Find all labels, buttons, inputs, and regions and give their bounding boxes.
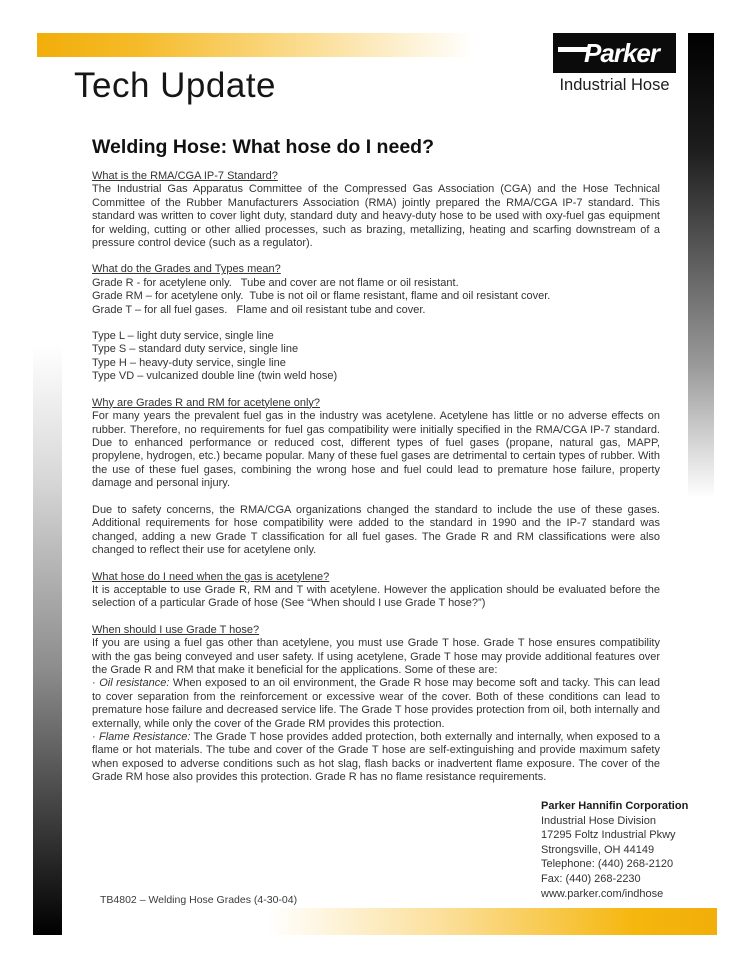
- parker-logo-text: Parker: [584, 37, 659, 68]
- article-body: [92, 170, 660, 798]
- section-hose-for-acetylene: [92, 571, 660, 611]
- page-title: Tech Update: [74, 66, 277, 105]
- section-heading: When should I use Grade T hose?: [92, 623, 260, 636]
- bullet-flame-resistance: [92, 731, 660, 785]
- footer-address-block: [541, 799, 726, 901]
- bullet-icon: ·: [92, 731, 100, 744]
- bullet-term: Oil resistance:: [99, 677, 170, 690]
- footer-line: Industrial Hose Division: [541, 814, 656, 827]
- section-grades-r-rm-acetylene: [92, 397, 660, 558]
- footer-line: Telephone: (440) 268-2120: [541, 858, 674, 871]
- paragraph: For many years the prevalent fuel gas in the industry was acetylene. Acetylene has little or no adverse effects on rubber. Therefore, no requirements for fuel gas compatibility were initially specified in the RMA/CGA IP-7 standard. Due to enhanced performance or reduced cost, different types of fuel gases (propane, natural gas, MAPP, propylene, hydrogen, etc.) became popular. Many of these fuel gases are detrimental to certain types of rubber. With the use of these fuel gases, combining the wrong hose and fuel could lead to premature hose failure, property damage and personal injury.: [92, 410, 660, 490]
- list-item: Grade T – for all fuel gases. Flame and oil resistant tube and cover.: [92, 303, 426, 316]
- list-item: Type H – heavy-duty service, single line: [92, 356, 286, 369]
- section-heading: What hose do I need when the gas is acetylene?: [92, 570, 330, 583]
- bullet-term: Flame Resistance:: [99, 731, 191, 744]
- paragraph: If you are using a fuel gas other than acetylene, you must use Grade T hose. Grade T hose ensures compatibility with the gas being conveyed and user safety. If using acetylene, Grade T hose may provide additional features over the Grade R and RM that make it beneficial for the applications. Some of these are:: [92, 637, 660, 676]
- bullet-text: The Grade T hose provides added protection, both externally and internally, when exposed to a flame or hot materials. The tube and cover of the Grade T hose are self-extinguishing and provide maximum safety when exposed to adverse conditions such as hot slag, flash backs or inadvertent flame exposure. The cover of the Grade RM hose also provides this protection. Grade R has no flame resistance requirements.: [92, 731, 660, 784]
- top-gold-gradient-bar: [37, 33, 502, 57]
- document-id: TB4802 – Welding Hose Grades (4-30-04): [100, 894, 298, 906]
- left-black-gradient-bar: [33, 345, 62, 935]
- footer-line: Fax: (440) 268-2230: [541, 872, 641, 885]
- grade-list: [92, 277, 660, 317]
- footer-line: Strongsville, OH 44149: [541, 843, 655, 856]
- bullet-oil-resistance: [92, 677, 660, 731]
- section-when-grade-t: [92, 624, 660, 785]
- list-item: Grade RM – for acetylene only. Tube is not oil or flame resistant, flame and oil resistant cover.: [92, 290, 551, 303]
- footer-company-name: Parker Hannifin Corporation: [541, 800, 689, 812]
- section-grades-and-types: [92, 263, 660, 383]
- section-heading: What is the RMA/CGA IP-7 Standard?: [92, 170, 278, 182]
- list-item: Type L – light duty service, single line: [92, 330, 274, 343]
- list-item: Type S – standard duty service, single line: [92, 343, 299, 356]
- type-list: [92, 330, 660, 384]
- article-heading: Welding Hose: What hose do I need?: [92, 136, 434, 158]
- section-rma-cga-standard: [92, 170, 660, 250]
- parker-logo: [553, 33, 676, 73]
- section-heading: What do the Grades and Types mean?: [92, 263, 281, 276]
- spacer: [92, 317, 660, 330]
- list-item: Type VD – vulcanized double line (twin weld hose): [92, 370, 338, 383]
- paragraph: It is acceptable to use Grade R, RM and T with acetylene. However the application should be evaluated before the selection of a particular Grade of hose (See “When should I use Grade T hose?”): [92, 583, 660, 610]
- right-black-gradient-bar: [688, 33, 714, 498]
- paragraph: The Industrial Gas Apparatus Committee of the Compressed Gas Association (CGA) and the Hose Technical Committee of the Rubber Manufacturers Association (RMA) jointly prepared the RMA/CGA IP-7 standard. This standard was written to cover light duty, standard duty and heavy-duty hose to be used with oxy-fuel gas equipment for welding, cutting or other allied processes, such as brazing, metallizing, heating and scarfing downstream of a pressure control device (such as a regulator).: [92, 183, 660, 250]
- footer-website: www.parker.com/indhose: [541, 887, 664, 900]
- bottom-gold-gradient-bar: [268, 908, 717, 935]
- section-heading: Why are Grades R and RM for acetylene only?: [92, 396, 321, 409]
- bullet-text: When exposed to an oil environment, the Grade R hose may become soft and tacky. This can lead to cover separation from the reinforcement or excessive wear of the cover. Both of these conditions can lead to premature hose failure and decreased service life. The Grade T hose provides protection from oil, both internally and externally, while only the cover of the Grade RM provides this protection.: [92, 677, 660, 730]
- footer-line: 17295 Foltz Industrial Pkwy: [541, 829, 676, 842]
- bullet-icon: ·: [92, 677, 100, 690]
- paragraph: Due to safety concerns, the RMA/CGA organizations changed the standard to include the use of these gases. Additional requirements for hose compatibility were added to the standard in 1990 and the IP-7 standard was changed, adding a new Grade T classification for all fuel gases. The Grade R and RM classifications were also changed to reflect their use for acetylene only.: [92, 503, 660, 557]
- list-item: Grade R - for acetylene only. Tube and cover are not flame or oil resistant.: [92, 276, 459, 289]
- logo-subtitle: Industrial Hose: [559, 76, 670, 94]
